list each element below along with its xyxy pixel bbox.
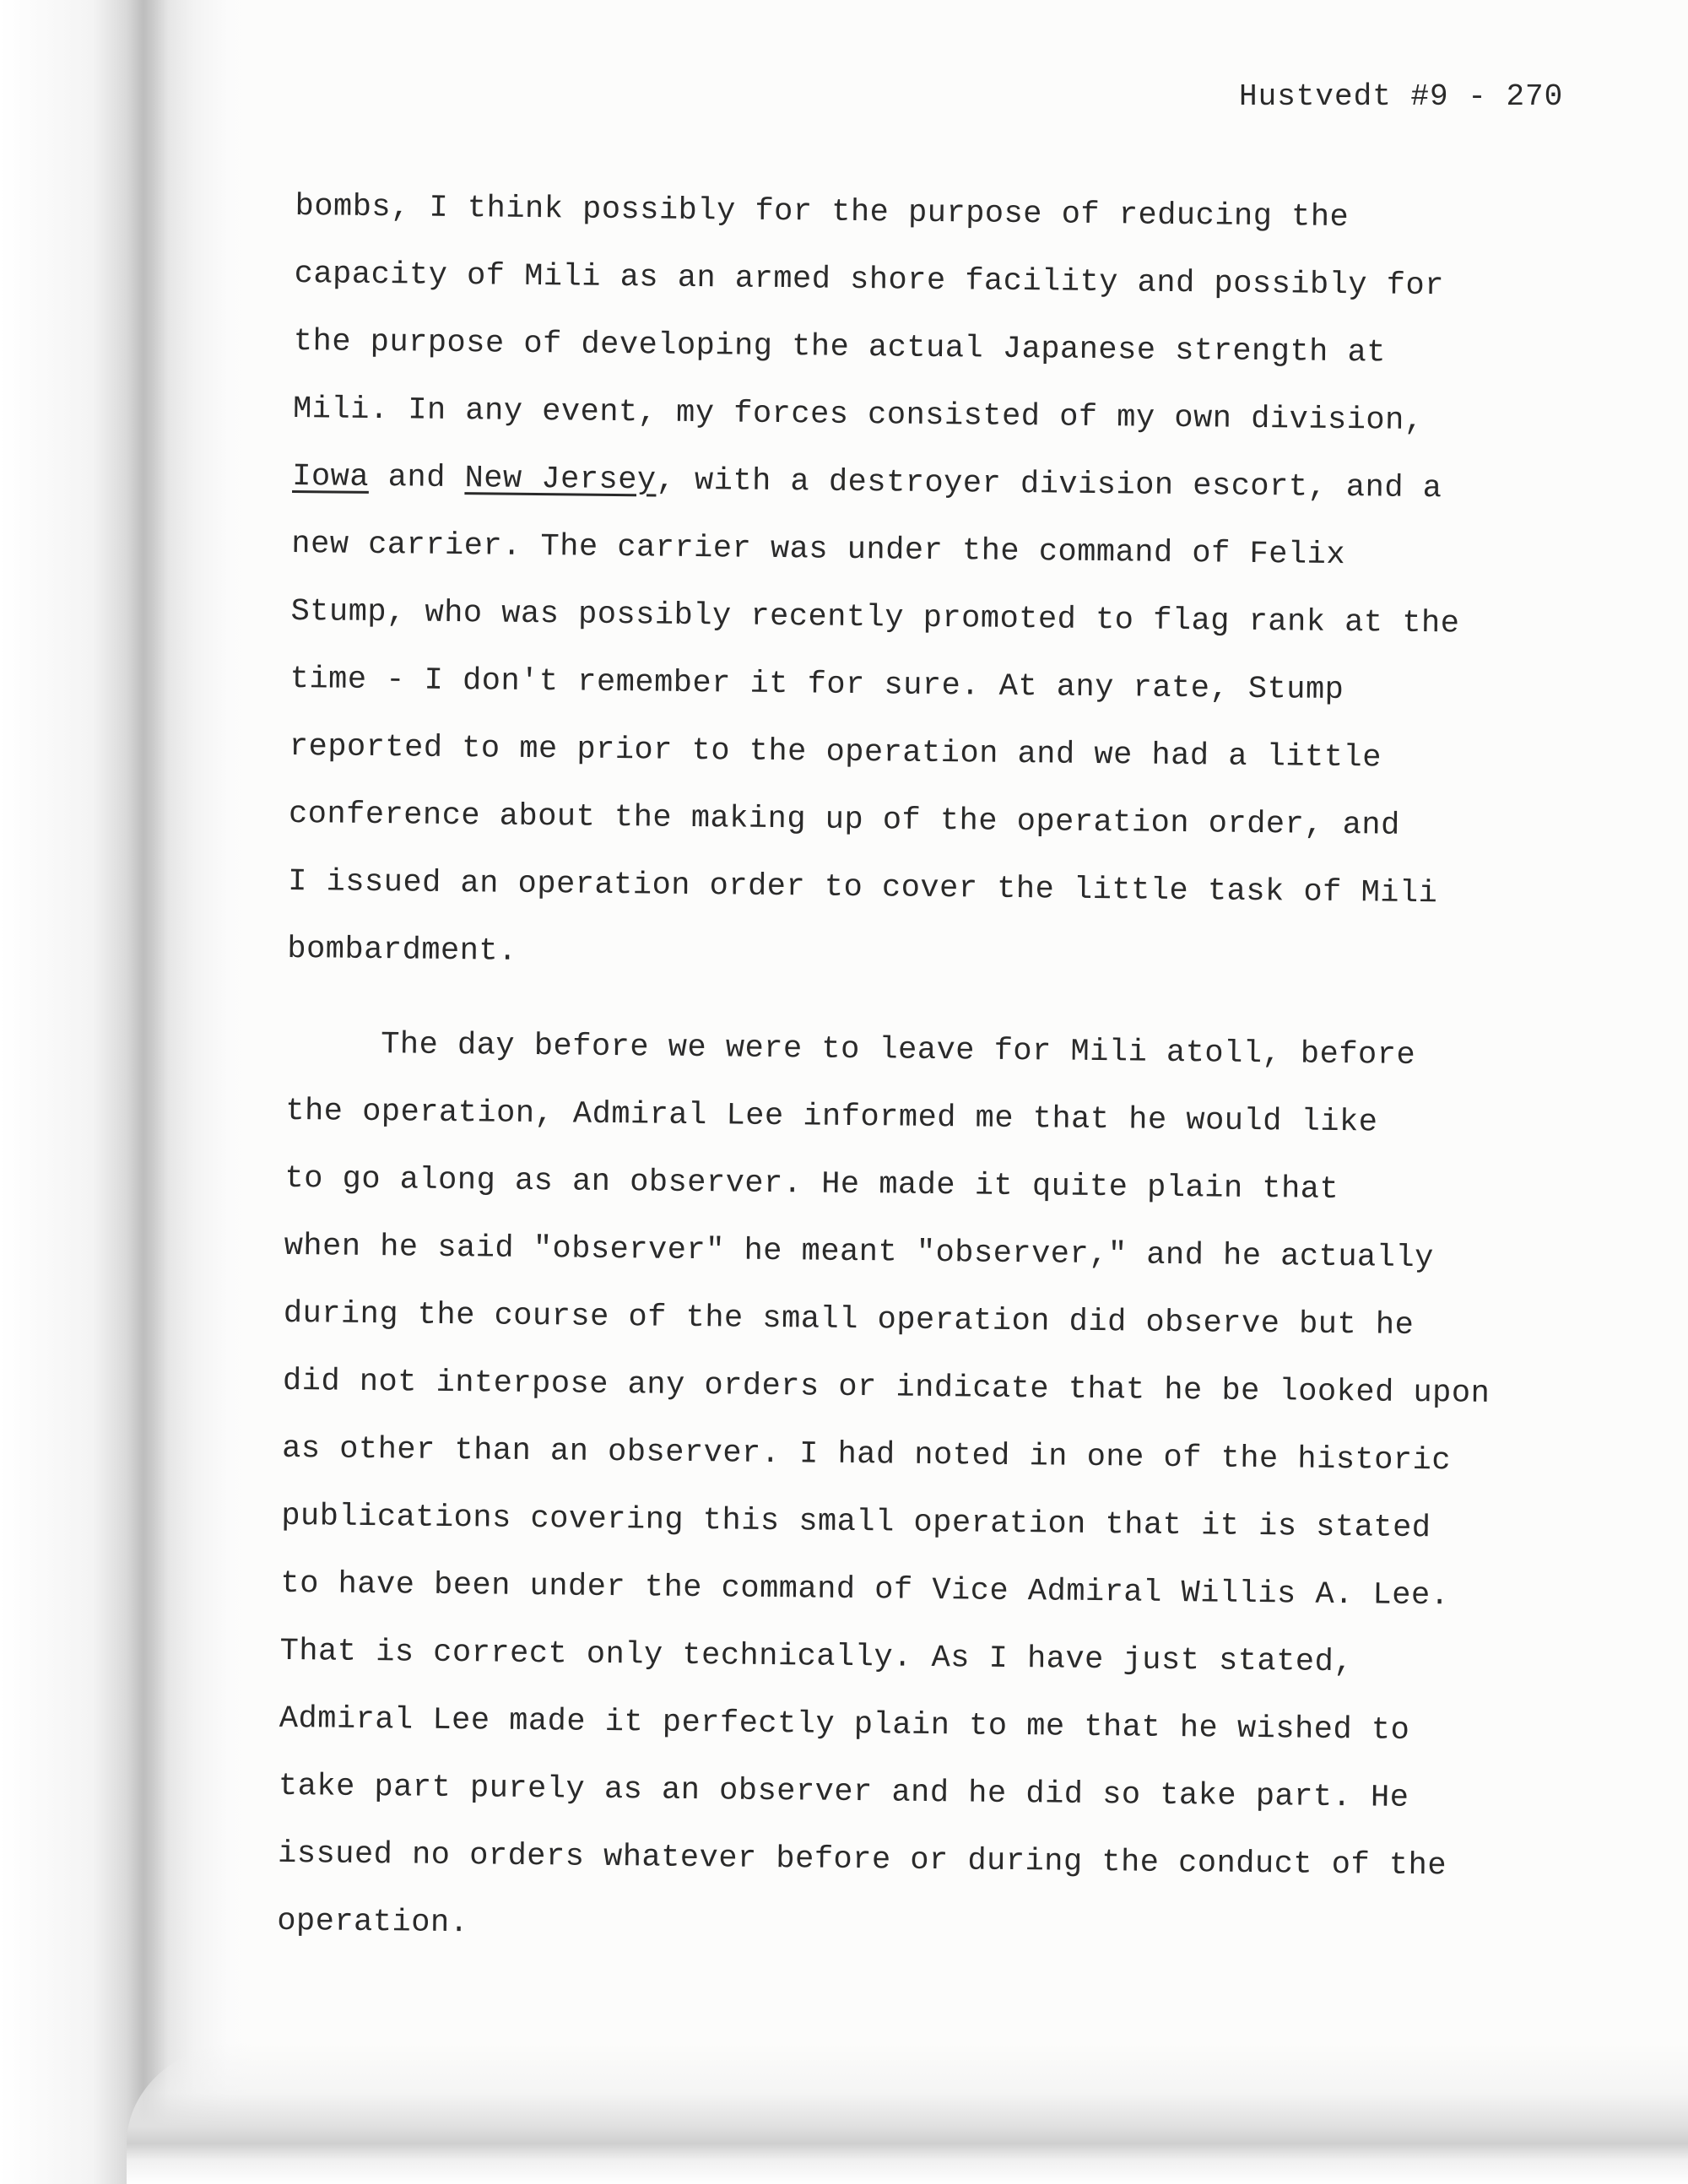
text-line: That is correct only technically. As I have just stated,: [279, 1633, 1354, 1681]
text-line: Admiral Lee made it perfectly plain to me that he wished to: [279, 1700, 1410, 1749]
line-mid: and: [368, 459, 465, 497]
line-post: , with a destroyer division escort, and a: [656, 462, 1442, 507]
text-line: bombs, I think possibly for the purpose of reducing the: [295, 188, 1350, 236]
body-text: [277, 173, 1561, 1969]
text-line: time - I don't remember it for sure. At any rate, Stump: [289, 661, 1344, 709]
text-line: as other than an observer. I had noted in one of the historic: [281, 1430, 1452, 1479]
text-line: capacity of Mili as an armed shore facility and possibly for: [294, 256, 1445, 305]
text-line-with-ship-names: [292, 443, 1559, 524]
text-line: The day before we were to leave for Mili atoll, before: [380, 1027, 1416, 1073]
text-line: new carrier. The carrier was under the command of Felix: [291, 526, 1346, 574]
text-line: issued no orders whatever before or during the conduct of the: [277, 1835, 1447, 1884]
paragraph-2: [277, 1010, 1553, 1969]
ship-name-iowa: Iowa: [292, 458, 370, 495]
text-line: reported to me prior to the operation and we had a little: [289, 728, 1382, 776]
text-line: conference about the making up of the operation order, and: [288, 796, 1401, 844]
text-line: Mili. In any event, my forces consisted of my own division,: [292, 391, 1424, 440]
text-line: during the course of the small operation did observe but he: [283, 1295, 1415, 1343]
text-line: did not interpose any orders or indicate that he be looked upon: [282, 1363, 1491, 1412]
text-line: bombardment.: [287, 931, 518, 970]
text-line: Stump, who was possibly recently promoted to flag rank at the: [290, 593, 1460, 642]
text-line: to have been under the command of Vice Admiral Willis A. Lee.: [280, 1565, 1450, 1614]
ship-name-new-jersey: New Jersey: [464, 461, 657, 499]
text-line: to go along as an observer. He made it quite plain that: [284, 1160, 1339, 1208]
text-line: when he said "observer" he meant "observer," and he actually: [284, 1228, 1435, 1277]
paragraph-1: [287, 173, 1561, 997]
text-line: the purpose of developing the actual Japanese strength at: [293, 323, 1387, 371]
binding-shadow: [0, 0, 253, 2184]
page-curl-shadow: [127, 2042, 1688, 2184]
text-line: operation.: [277, 1903, 469, 1942]
text-line: take part purely as an observer and he did so take part. He: [278, 1768, 1409, 1816]
text-line: the operation, Admiral Lee informed me that he would like: [285, 1093, 1378, 1141]
page-header: Hustvedt #9 - 270: [1239, 79, 1564, 114]
text-line: publications covering this small operation that it is stated: [281, 1498, 1431, 1547]
text-line: I issued an operation order to cover the little task of Mili: [287, 863, 1438, 912]
